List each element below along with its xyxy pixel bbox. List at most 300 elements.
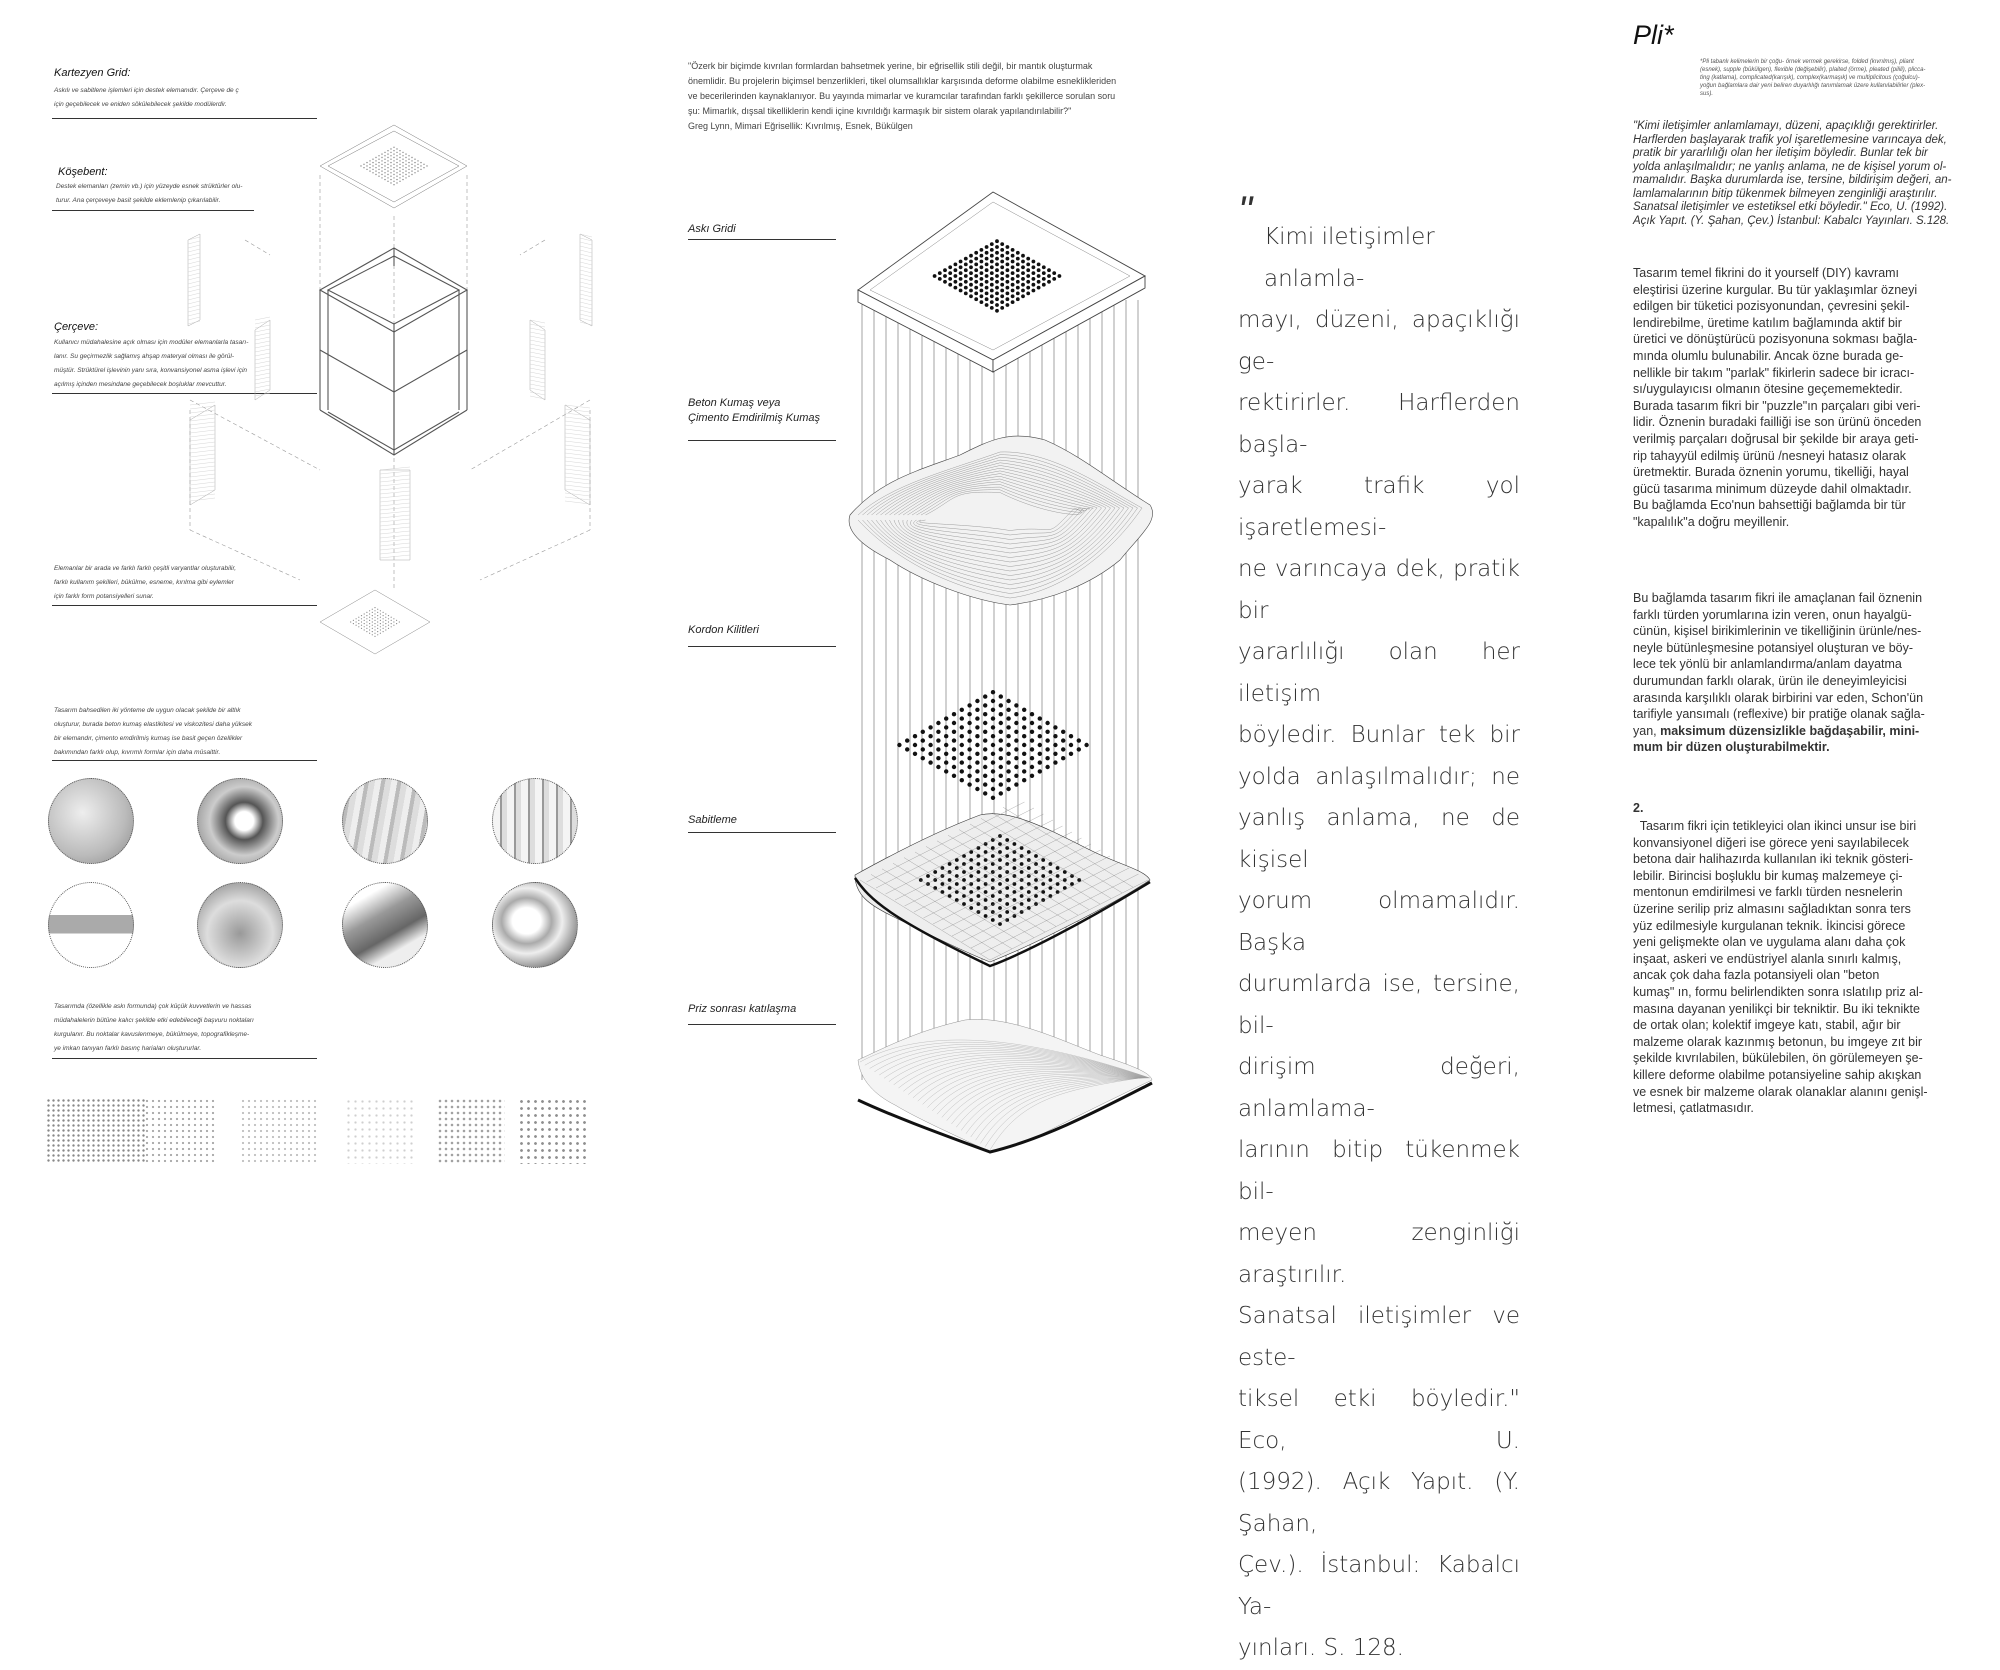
grid-dot — [1030, 712, 1034, 716]
text-line: müştür. Strüktürel işlevinin yanı sıra, konvansiyonel asma işlevi için — [54, 367, 248, 374]
grid-dot — [1038, 716, 1042, 720]
grid-dot — [985, 251, 989, 255]
grid-dot — [928, 752, 932, 756]
grid-dot — [964, 274, 968, 278]
grid-dot — [1030, 738, 1034, 742]
grid-dot — [948, 886, 952, 890]
grid-dot — [995, 274, 999, 278]
section-title-kosebent: Köşebent: — [58, 166, 108, 178]
grid-dot — [980, 277, 984, 281]
grid-dot — [990, 254, 994, 258]
text-line: Destek elemanları (zemin vb.) için yüzeyde esnek strüktürler olu- — [56, 183, 243, 190]
layer-label-priz: Priz sonrası katılaşma — [688, 1003, 797, 1015]
grid-dot — [1005, 910, 1009, 914]
grid-dot — [1026, 286, 1030, 290]
grid-dot — [1006, 257, 1010, 261]
text-line: Burada tasarım fikri bir "puzzle"ın parçaları gibi veri- — [1633, 398, 1921, 413]
grid-dot — [1045, 747, 1049, 751]
text-line: kumaş" ın, formu belirlendikten sonra ıslatılıp priz al- — [1633, 984, 1923, 999]
grid-dot — [1006, 752, 1010, 756]
grid-dot — [975, 778, 979, 782]
grid-dot — [954, 274, 958, 278]
grid-dot — [1014, 774, 1018, 778]
grid-dot — [998, 858, 1002, 862]
quote-line: (1992). Açık Yapıt. (Y. Şahan, — [1238, 1469, 1520, 1537]
grid-dot — [944, 743, 948, 747]
grid-dot — [960, 734, 964, 738]
grid-dot — [998, 850, 1002, 854]
text-line: müdahalelerin bütüne kalıcı şekilde etki edebileceği başvuru noktaları — [54, 1017, 254, 1024]
grid-dot — [974, 257, 978, 261]
grid-dot — [1053, 752, 1057, 756]
grid-dot — [1069, 743, 1073, 747]
text-line: şu: Mimarlık, dışsal tikelliklerin kendi içine kıvrıldığı karmaşık bir sistem olarak yapılandırılabilir?" — [688, 106, 1072, 116]
grid-dot — [1053, 743, 1057, 747]
grid-dot — [1000, 260, 1004, 264]
grid-dot — [977, 886, 981, 890]
grid-dot — [1042, 277, 1046, 281]
grid-dot — [1016, 280, 1020, 284]
grid-dot — [999, 721, 1003, 725]
text-line: bir elemandır, çimento emdirilmiş kumaş ise basit geçen özellikler — [54, 735, 243, 742]
grid-dot — [985, 303, 989, 307]
grid-dot — [999, 730, 1003, 734]
section-title-kartezyen: Kartezyen Grid: — [54, 67, 131, 79]
grid-dot — [921, 738, 925, 742]
grid-dot — [1006, 292, 1010, 296]
grid-dot — [967, 765, 971, 769]
grid-dot — [984, 906, 988, 910]
grid-dot — [1020, 854, 1024, 858]
grid-dot — [967, 782, 971, 786]
grid-dot — [1000, 283, 1004, 287]
grid-dot — [1006, 708, 1010, 712]
grid-dot — [985, 274, 989, 278]
grid-dot — [980, 265, 984, 269]
grid-dot — [1030, 756, 1034, 760]
grid-dot — [975, 787, 979, 791]
grid-dot — [991, 910, 995, 914]
grid-dot — [905, 738, 909, 742]
grid-dot — [1006, 725, 1010, 729]
grid-dot — [990, 242, 994, 246]
grid-dot — [1011, 289, 1015, 293]
grid-dot — [964, 280, 968, 284]
text-fragment: yan, — [1633, 723, 1661, 738]
grid-dot — [1021, 289, 1025, 293]
grid-dot — [995, 309, 999, 313]
grid-dot — [1006, 303, 1010, 307]
grid-dot — [967, 721, 971, 725]
grid-dot — [1026, 274, 1030, 278]
grid-dot — [913, 734, 917, 738]
italic-quote — [1633, 120, 1963, 228]
quote-line: tiksel etki böyledir." Eco, U. — [1238, 1386, 1520, 1454]
grid-dot — [975, 752, 979, 756]
grid-dot — [1063, 878, 1067, 882]
quote-source: Greg Lynn, Mimari Eğrisellik: Kıvrılmış, Esnek, Bükülgen — [688, 121, 913, 131]
grid-dot — [952, 756, 956, 760]
grid-dot — [962, 902, 966, 906]
grid-dot — [999, 756, 1003, 760]
text-line — [1633, 723, 1963, 740]
grid-dot — [990, 265, 994, 269]
grid-dot — [969, 271, 973, 275]
quote-line: yolda anlaşılmalıdır; ne — [1238, 763, 1520, 790]
page-title: Pli* — [1633, 20, 1674, 50]
grid-dot — [974, 292, 978, 296]
grid-dot — [1000, 300, 1004, 304]
grid-dot — [999, 694, 1003, 698]
grid-dot — [1045, 765, 1049, 769]
grid-dot — [1000, 277, 1004, 281]
grid-dot — [991, 690, 995, 694]
grid-dot — [954, 280, 958, 284]
grid-dot — [1030, 765, 1034, 769]
quote-line: dirişim değeri, anlamlama- — [1238, 1054, 1520, 1122]
grid-dot — [1005, 878, 1009, 882]
grid-dot — [941, 882, 945, 886]
grid-dot — [1006, 251, 1010, 255]
grid-dot — [1041, 890, 1045, 894]
grid-dot — [1032, 265, 1036, 269]
grid-dot — [1005, 886, 1009, 890]
text-line: "Kimi iletişimler anlamlamayı, düzeni, apaçıklığı gerektirirler. — [1633, 120, 1939, 132]
grid-dot — [974, 251, 978, 255]
grid-dot — [960, 769, 964, 773]
grid-dot — [1014, 738, 1018, 742]
grid-dot — [967, 730, 971, 734]
grid-dot — [990, 300, 994, 304]
grid-dot — [995, 297, 999, 301]
grid-dot — [977, 894, 981, 898]
grid-dot — [936, 756, 940, 760]
grid-dot — [1032, 260, 1036, 264]
grid-dot — [1014, 703, 1018, 707]
grid-dot — [975, 734, 979, 738]
grid-dot — [990, 294, 994, 298]
grid-dot — [955, 882, 959, 886]
grid-dot — [999, 765, 1003, 769]
grid-dot — [1021, 271, 1025, 275]
grid-dot — [1005, 838, 1009, 842]
text-line: oluşturur, burada beton kumaş elastikitesi ve viskozitesi daha yüksek — [54, 721, 252, 728]
grid-dot — [985, 257, 989, 261]
text-line: lamlamalarının bitip tükenmek bilmeyen zenginliği araştırılır. — [1633, 187, 1938, 200]
text-line: Askılı ve sabitlene işlemleri için destek elemanıdır. Çerçeve de ç — [54, 87, 239, 94]
grid-dot — [974, 280, 978, 284]
grid-dot — [998, 898, 1002, 902]
quote-line: durumlarda ise, tersine, bil- — [1238, 971, 1520, 1039]
grid-dot — [1006, 297, 1010, 301]
grid-dot — [985, 280, 989, 284]
grid-dot — [1026, 268, 1030, 272]
grid-dot — [983, 730, 987, 734]
grid-dot — [1032, 283, 1036, 287]
grid-dot — [983, 694, 987, 698]
grid-dot — [1000, 294, 1004, 298]
grid-dot — [983, 765, 987, 769]
grid-dot — [936, 765, 940, 769]
text-line: letmesi, çatlatmasıdır. — [1633, 1101, 1754, 1116]
grid-dot — [1077, 738, 1081, 742]
quote-line: yorum olmamalıdır. Başka — [1238, 888, 1520, 956]
grid-dot — [983, 782, 987, 786]
text-line: de ortak olan; kolektif imgeye katı, stabil, ağır bir — [1633, 1018, 1901, 1033]
text-line: ancak çok daha fazla potansiyeli olan "beton — [1633, 968, 1880, 983]
grid-dot — [1021, 277, 1025, 281]
grid-dot — [960, 725, 964, 729]
grid-dot — [999, 774, 1003, 778]
grid-dot — [1011, 254, 1015, 258]
grid-dot — [983, 756, 987, 760]
grid-dot — [975, 725, 979, 729]
grid-dot — [964, 292, 968, 296]
pli-footnote — [1700, 58, 1948, 98]
text-line: ye imkan tanıyan farklı basınç hariaları oluştururlar. — [54, 1045, 202, 1052]
grid-dot — [1022, 769, 1026, 773]
grid-dot — [1000, 271, 1004, 275]
grid-dot — [928, 743, 932, 747]
grid-dot — [936, 747, 940, 751]
grid-dot — [980, 300, 984, 304]
grid-dot — [991, 918, 995, 922]
grid-dot — [1000, 248, 1004, 252]
grid-dot — [995, 268, 999, 272]
grid-dot — [1011, 277, 1015, 281]
grid-dot — [991, 787, 995, 791]
grid-dot — [974, 268, 978, 272]
grid-dot — [1016, 292, 1020, 296]
grid-dot — [991, 894, 995, 898]
grid-dot — [1061, 747, 1065, 751]
text-line: malzeme olarak kazınmış betonun, bu imgeye zıt bir — [1633, 1034, 1923, 1049]
grid-dot — [975, 708, 979, 712]
grid-dot — [995, 239, 999, 243]
text-line: "kapalılık"a doğru meyillenir. — [1633, 514, 1790, 529]
grid-dot — [983, 791, 987, 795]
text-line — [1633, 739, 1963, 756]
grid-dot — [1014, 747, 1018, 751]
grid-dot — [990, 271, 994, 275]
grid-dot — [960, 760, 964, 764]
grid-dot — [1011, 283, 1015, 287]
layer-label-aski-gridi: Askı Gridi — [688, 223, 736, 235]
grid-dot — [1000, 265, 1004, 269]
text-line: Sanatsal iletişimler ve estetiksel etki böyledir." Eco, U. (1992). — [1633, 201, 1948, 213]
text-line: mında olumlu bulunabilir. Ancak özne burada ge- — [1633, 348, 1904, 363]
paragraph-2 — [1633, 590, 1963, 756]
grid-dot — [1022, 752, 1026, 756]
grid-dot — [1005, 846, 1009, 850]
grid-dot — [983, 721, 987, 725]
grid-dot — [1047, 274, 1051, 278]
grid-dot — [1006, 263, 1010, 267]
text-line: lidir. Öznenin buradaki failliği ise son ürünü önceden — [1633, 415, 1922, 430]
grid-dot — [969, 260, 973, 264]
grid-dot — [974, 263, 978, 267]
grid-dot — [969, 882, 973, 886]
grid-dot — [933, 870, 937, 874]
grid-dot — [991, 716, 995, 720]
grid-dot — [1052, 277, 1056, 281]
grid-dot — [1037, 286, 1041, 290]
grid-dot — [960, 752, 964, 756]
grid-dot — [1005, 902, 1009, 906]
grid-dot — [1053, 734, 1057, 738]
grid-dot — [974, 274, 978, 278]
grid-dot — [984, 866, 988, 870]
grid-dot — [1037, 268, 1041, 272]
text-line: açılmış içinden mesindane geçebilecek boşluklar mevcuttur. — [54, 381, 227, 388]
grid-dot — [1013, 866, 1017, 870]
layer-label-sabitleme: Sabitleme — [688, 814, 737, 826]
grid-dot — [1053, 760, 1057, 764]
text-line: verilmiş parçaları doğrusal bir şekilde bir araya geti- — [1633, 431, 1919, 446]
grid-dot — [969, 265, 973, 269]
grid-dot — [1006, 743, 1010, 747]
grid-dot — [999, 791, 1003, 795]
text-line: sı/uygulayıcısı olmanın ötesine geçememektedir. — [1633, 382, 1903, 397]
grid-dot — [1006, 787, 1010, 791]
text-line: gücü tasarıma minimum düzeyde dahil olmaktadır. — [1633, 481, 1912, 496]
grid-dot — [944, 760, 948, 764]
text-line: şekilde kıvrılabilen, bükülebilen, ön görülemeyen şe- — [1633, 1051, 1923, 1066]
text-line: Açık Yapıt. (Y. Şahan, Çev.) İstanbul: Kabalcı Yayınları. S.128. — [1633, 214, 1950, 227]
grid-dot — [938, 277, 942, 281]
grid-dot — [985, 292, 989, 296]
quote-mark: " — [1238, 189, 1253, 233]
grid-dot — [943, 280, 947, 284]
grid-dot — [1020, 862, 1024, 866]
text-line: arasında karşılıklı olarak birbirini var eden, Schon'ün — [1633, 690, 1924, 705]
quote-line: ne varıncaya dek, pratik bir — [1238, 556, 1520, 624]
quote-line: yınları. S. 128. — [1238, 1635, 1404, 1661]
grid-dot — [959, 271, 963, 275]
grid-dot — [969, 289, 973, 293]
grid-dot — [995, 263, 999, 267]
grid-dot — [980, 254, 984, 258]
grid-dot — [1006, 268, 1010, 272]
grid-dot — [999, 738, 1003, 742]
grid-dot — [969, 874, 973, 878]
grid-dot — [1037, 263, 1041, 267]
grid-dot — [943, 268, 947, 272]
grid-dot — [985, 263, 989, 267]
grid-dot — [959, 283, 963, 287]
grid-dot — [955, 898, 959, 902]
grid-dot — [984, 858, 988, 862]
grid-dot — [919, 878, 923, 882]
grid-dot — [1026, 292, 1030, 296]
quote-line: yararlılığı olan her iletişim — [1238, 639, 1520, 707]
grid-dot — [1006, 274, 1010, 278]
grid-dot — [933, 878, 937, 882]
text-line: Bu bağlamda Eco'nun bahsettiği bağlamda bir tür — [1633, 498, 1906, 513]
grid-dot — [1041, 874, 1045, 878]
grid-dot — [1000, 254, 1004, 258]
grid-dot — [948, 271, 952, 275]
grid-dot — [969, 254, 973, 258]
grid-dot — [941, 890, 945, 894]
grid-dot — [1069, 734, 1073, 738]
text-line: mamalıdır. Başka durumlarda ise, tersine, bildirişim değeri, an- — [1633, 174, 1952, 186]
text-line: Elemanlar bir arada ve farklı farklı çeşitli varyantlar oluşturabilir, — [54, 565, 237, 572]
grid-dot — [1011, 294, 1015, 298]
grid-dot — [983, 774, 987, 778]
text-line: tarifiyle yansımalı (reflexive) bir pratiğe olanak sağla- — [1633, 707, 1925, 722]
grid-dot — [991, 734, 995, 738]
grid-dot — [1045, 730, 1049, 734]
grid-dot — [1014, 756, 1018, 760]
grid-dot — [936, 738, 940, 742]
text-line: betona dair halihazırda kullanılan iki teknik gösteri- — [1633, 852, 1914, 867]
grid-dot — [1013, 842, 1017, 846]
grid-dot — [1045, 756, 1049, 760]
grid-dot — [990, 283, 994, 287]
grid-dot — [1063, 886, 1067, 890]
grid-dot — [995, 280, 999, 284]
grid-dot — [1016, 274, 1020, 278]
grid-dot — [1042, 271, 1046, 275]
grid-dot — [995, 303, 999, 307]
grid-dot — [985, 268, 989, 272]
text-line: lendirebilme, üretime katılım bağlamında aktif bir — [1633, 315, 1902, 330]
grid-dot — [969, 283, 973, 287]
grid-dot — [984, 890, 988, 894]
grid-dot — [952, 747, 956, 751]
quote-line: larının bitip tükenmek bil- — [1238, 1137, 1520, 1205]
text-line: kurgulanır. Bu noktalar kavuslenmeye, bükülmeye, topografikleşme- — [54, 1031, 250, 1038]
section-number: 2. — [1633, 801, 1644, 815]
grid-dot — [1006, 699, 1010, 703]
quote-line: yarak trafik yol işaretlemesi- — [1238, 473, 1520, 541]
grid-dot — [998, 842, 1002, 846]
grid-dot — [991, 708, 995, 712]
grid-dot — [991, 743, 995, 747]
grid-dot — [998, 882, 1002, 886]
grid-dot — [1006, 716, 1010, 720]
grid-dot — [1038, 743, 1042, 747]
grid-dot — [985, 245, 989, 249]
grid-dot — [1011, 265, 1015, 269]
grid-dot — [952, 721, 956, 725]
grid-dot — [955, 890, 959, 894]
grid-dot — [960, 778, 964, 782]
grid-dot — [959, 260, 963, 264]
grid-dot — [948, 878, 952, 882]
text-line: lebilir. Birincisi boşluklu bir kumaş malzemeye çi- — [1633, 868, 1903, 883]
grid-dot — [1042, 265, 1046, 269]
grid-dot — [960, 708, 964, 712]
grid-dot — [991, 699, 995, 703]
grid-dot — [943, 274, 947, 278]
grid-dot — [991, 778, 995, 782]
grid-dot — [1026, 257, 1030, 261]
grid-dot — [980, 271, 984, 275]
grid-dot — [983, 703, 987, 707]
grid-dot — [975, 716, 979, 720]
grid-dot — [1006, 280, 1010, 284]
grid-dot — [995, 245, 999, 249]
grid-dot — [1049, 878, 1053, 882]
grid-dot — [1011, 271, 1015, 275]
grid-dot — [964, 257, 968, 261]
quote-line: Çev.). İstanbul: Kabalcı Ya- — [1238, 1552, 1520, 1620]
grid-dot — [1077, 747, 1081, 751]
grid-dot — [959, 289, 963, 293]
grid-dot — [1006, 778, 1010, 782]
